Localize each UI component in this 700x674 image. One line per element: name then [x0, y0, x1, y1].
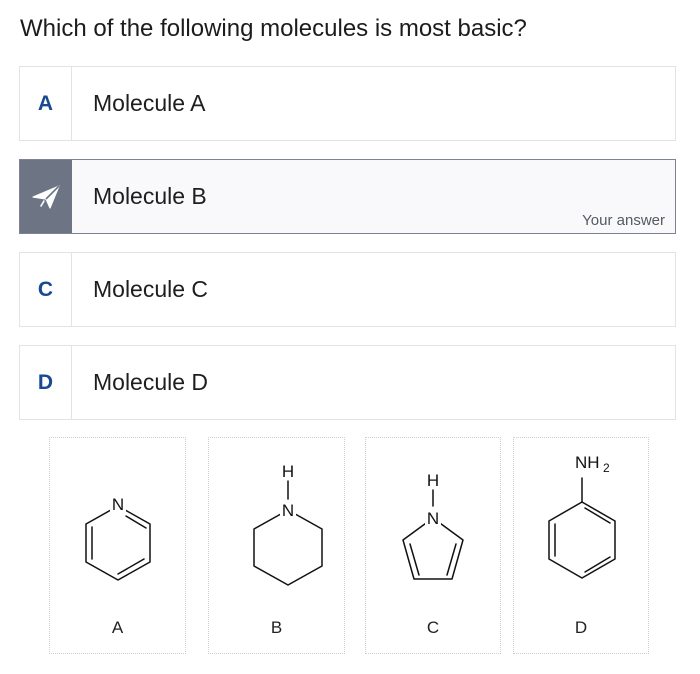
option-a[interactable] [19, 66, 676, 141]
ring-bonds [254, 510, 322, 585]
double-bond-1 [126, 516, 146, 528]
question-text: Which of the following molecules is most basic? [20, 15, 527, 42]
aniline-structure [514, 438, 650, 613]
ring-bonds [549, 502, 615, 578]
option-b[interactable] [19, 159, 676, 234]
atom-h: H [281, 462, 295, 481]
double-bond-2 [118, 559, 144, 574]
molecule-label-a: A [111, 618, 124, 637]
atom-n: N [426, 509, 440, 528]
molecule-label-d: D [574, 618, 588, 637]
your-answer-label: Your answer [582, 212, 665, 229]
atom-nh: NH [575, 453, 600, 472]
pyridine-structure [50, 438, 187, 613]
option-letter-a: A [20, 67, 72, 140]
option-c[interactable] [19, 252, 676, 327]
paper-plane-icon [31, 184, 61, 210]
option-text-b: Molecule B [93, 183, 207, 209]
piperidine-structure [209, 438, 346, 613]
option-letter-d: D [20, 346, 72, 419]
molecule-label-b: B [270, 618, 283, 637]
atom-n: N [111, 495, 125, 514]
option-text-c: Molecule C [93, 276, 209, 302]
molecule-card-b [208, 437, 345, 654]
ring-bonds [86, 506, 150, 580]
molecule-card-c [365, 437, 501, 654]
molecule-label-c: C [426, 618, 440, 637]
atom-n: N [281, 501, 295, 520]
molecule-card-d [513, 437, 649, 654]
option-text-d: Molecule D [93, 369, 209, 395]
atom-h: H [426, 471, 440, 490]
option-letter-c: C [20, 253, 72, 326]
molecule-card-a [49, 437, 186, 654]
option-d[interactable] [19, 345, 676, 420]
option-text-a: Molecule A [93, 90, 206, 116]
pyrrole-structure [366, 438, 502, 613]
option-selected-marker [20, 160, 72, 233]
atom-subscript: 2 [603, 461, 610, 475]
